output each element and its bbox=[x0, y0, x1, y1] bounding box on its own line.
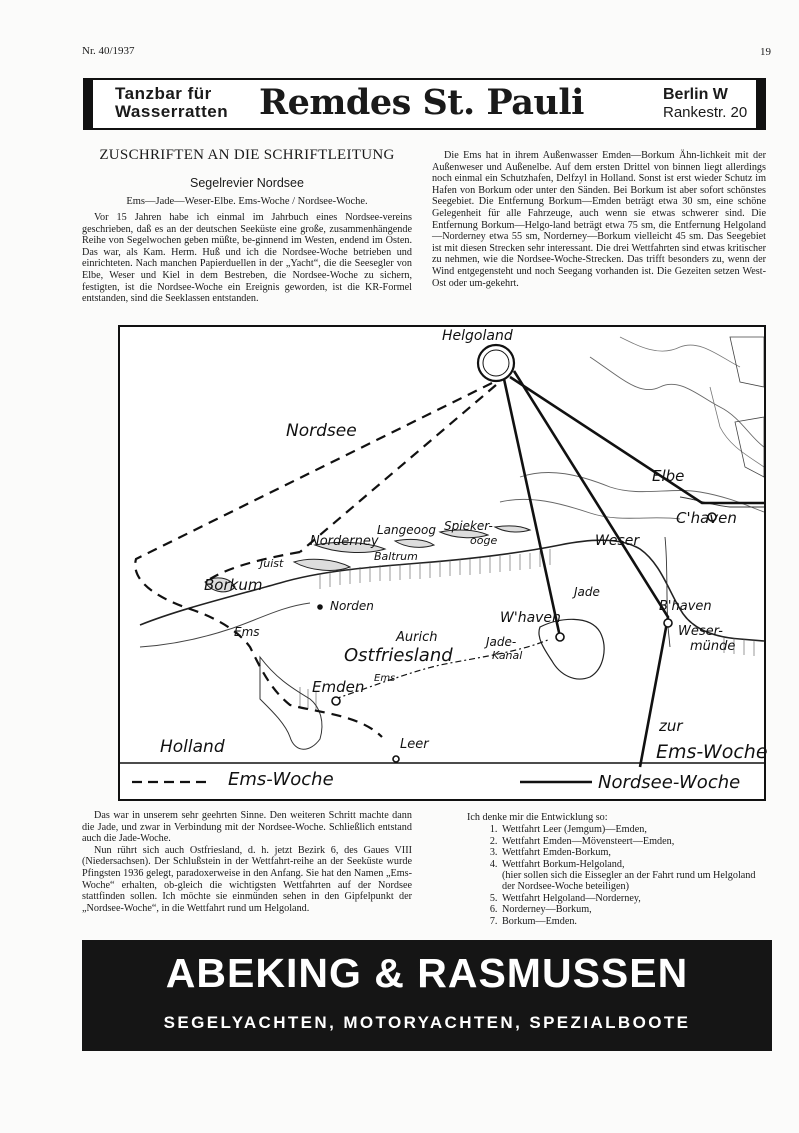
label-ems-river: Ems bbox=[234, 625, 260, 639]
ad-address bbox=[663, 86, 747, 122]
label-whaven: W'haven bbox=[500, 610, 561, 626]
helgoland-inner bbox=[483, 350, 509, 376]
section-title: ZUSCHRIFTEN AN DIE SCHRIFTLEITUNG bbox=[99, 147, 395, 163]
label-elbe: Elbe bbox=[652, 467, 685, 485]
list-intro: Ich denke mir die Entwicklung so: bbox=[467, 812, 608, 823]
ad-slogan bbox=[115, 85, 228, 121]
island-baltrum bbox=[395, 539, 434, 547]
list-item-text: Wettfahrt Borkum-Helgoland, bbox=[502, 858, 625, 870]
bottom-advertisement bbox=[82, 940, 772, 1051]
ad-left-bar bbox=[85, 80, 93, 128]
label-ostfriesland: Ostfriesland bbox=[344, 645, 453, 666]
dollart-bay bbox=[260, 657, 322, 749]
label-jade: Jade bbox=[574, 585, 600, 599]
page-number: 19 bbox=[760, 46, 771, 58]
wilhelmshaven-dot bbox=[556, 633, 564, 641]
article-column-left-bottom bbox=[82, 810, 412, 914]
label-norden: Norden bbox=[330, 599, 374, 613]
top-advertisement bbox=[83, 78, 766, 130]
label-baltrum: Baltrum bbox=[374, 550, 418, 563]
land-block-ne bbox=[730, 337, 764, 387]
ad-company-tagline: SEGELYACHTEN, MOTORYACHTEN, SPEZIALBOOTE bbox=[163, 1013, 691, 1032]
list-item bbox=[500, 859, 767, 893]
label-zur: zur bbox=[659, 717, 683, 735]
coast-top bbox=[620, 337, 740, 367]
label-helgoland: Helgoland bbox=[442, 328, 513, 344]
label-borkum: Borkum bbox=[204, 576, 263, 594]
paragraph-4: Nun rührt sich auch Ostfriesland, d. h. jetzt Bezirk 6, des Gaues VIII (Niedersachsen). Der Schlußstein in der Wettfahrt-reihe an der Seeküste wurde Pfingsten 1936 gelegt, paradoxerweise in den Anfang. Sie hat den Namen „Ems-Woche“ erhalten, ob-gleich die wichtigsten Wettfahrten auf der Nordsee stattfinden sollen. Ich möchte sie einmünden sehen in den Gipfelpunkt der „Nordsee-Woche“, in die Wettfahrt rund um Helgoland. bbox=[82, 844, 412, 914]
ad-slogan-line1: Tanzbar für bbox=[115, 84, 212, 103]
ad-city: Berlin W bbox=[663, 86, 728, 103]
leer-dot bbox=[393, 756, 399, 762]
label-jadekanal-1: Jade- bbox=[486, 635, 517, 649]
label-emden: Emden bbox=[312, 678, 365, 696]
route-helgoland-cuxhaven bbox=[510, 377, 764, 503]
paragraph-3: Das war in unserem sehr geehrten Sinne. Den weiteren Schritt machte dann die Jade, und zwar in Verbindung mit der Nordsee-Woche. Schließlich entstand auch die Jade-Woche. bbox=[82, 810, 412, 845]
ad-street: Rankestr. 20 bbox=[663, 104, 748, 121]
emden-dot bbox=[332, 697, 340, 705]
label-ems-woche-target: Ems-Woche bbox=[656, 741, 768, 763]
island-juist bbox=[294, 559, 350, 570]
ad-company-name: ABEKING & RASMUSSEN bbox=[165, 950, 689, 996]
ad-venue-name: Remdes St. Pauli bbox=[259, 82, 584, 123]
label-wesermuende-2: münde bbox=[690, 639, 736, 654]
jadebusen-bay bbox=[539, 619, 604, 679]
list-item: 6. Norderney—Borkum, bbox=[500, 904, 767, 915]
development-list bbox=[467, 812, 767, 927]
label-wesermuende-1: Weser- bbox=[678, 624, 723, 639]
label-ems-canal: Ems bbox=[374, 673, 396, 684]
label-spiekeroog: Spieker- bbox=[444, 519, 493, 533]
paragraph-2: Die Ems hat in ihrem Außenwasser Emden—Borkum Ähn-lichkeit mit der Außenweser und Außenelbe. Auf dem ersten Drittel von binnen liegt allerdings noch einmal ein Schutzhafen, Delfzyl in Holland. Sonst ist erst wieder Schutz im Hafen von Borkum oder unter den Sänden. Bei Borkum ist aber sofort schönstes Seegebiet. Die Entfernung Borkum—Emden beträgt etwa 30 sm, eine schöne Gelegenheit für alle Fahrzeuge, auch wenn sie etwas schwerer sind. Die Entfernung Borkum—Helgo-land beträgt etwa 75 sm, die Entfernung Helgoland—Norderney etwa 55 sm, Norderney—Borkum vielleicht 45 sm. Das Seegebiet ist mit diesen Strecken sehr interessant. Die drei Wettfahrten sind etwas kritischer zu nehmen, wie die Nordsee-Woche-Strecken. Das trifft besonders zu, wenn der Wind entgegensteht und noch Seegang vorhanden ist. Die Gezeiten setzen West-Ost oder um-gekehrt. bbox=[432, 150, 766, 289]
wadden-shoal-1 bbox=[520, 472, 764, 512]
label-juist: Juist bbox=[260, 557, 284, 570]
sailing-map bbox=[118, 325, 766, 801]
label-langeoog: Langeoog bbox=[377, 523, 436, 537]
norden-dot bbox=[318, 605, 322, 609]
article-title: Segelrevier Nordsee bbox=[190, 176, 304, 190]
label-spiekeroog-2: ooge bbox=[470, 534, 498, 547]
label-bhaven: B'haven bbox=[659, 599, 712, 614]
island-spiekeroog bbox=[495, 526, 530, 532]
list-item: 2. Wettfahrt Emden—Mövensteert—Emden, bbox=[500, 836, 767, 847]
list-item: 3. Wettfahrt Emden-Borkum, bbox=[500, 847, 767, 858]
article-column-left-top bbox=[82, 212, 412, 305]
issue-number: Nr. 40/1937 bbox=[82, 45, 135, 57]
list-item: 5. Wettfahrt Helgoland—Norderney, bbox=[500, 893, 767, 904]
ad-right-bar bbox=[756, 80, 764, 128]
list-item: 7. Borkum—Emden. bbox=[500, 916, 767, 927]
label-leer: Leer bbox=[400, 737, 429, 752]
label-nordsee: Nordsee bbox=[286, 421, 357, 441]
label-norderney: Norderney bbox=[310, 534, 379, 549]
list-item: 1. Wettfahrt Leer (Jemgum)—Emden, bbox=[500, 824, 767, 835]
nordsee-woche-route bbox=[504, 371, 764, 767]
route-norderney-borkum bbox=[210, 552, 300, 579]
label-chaven: C'haven bbox=[676, 509, 737, 527]
list-note: (hier sollen sich die Eissegler an der Fahrt rund um Helgoland der Nordsee-Woche beteiligen) bbox=[502, 870, 756, 893]
coast-top-right-2 bbox=[710, 387, 764, 467]
article-column-right-top bbox=[432, 150, 766, 289]
label-jadekanal-2: Kanal bbox=[492, 649, 523, 662]
legend-nordsee-woche: Nordsee-Woche bbox=[598, 772, 741, 793]
ad-slogan-line2: Wasserratten bbox=[115, 102, 229, 121]
bremerhaven-dot bbox=[664, 619, 672, 627]
label-weser: Weser bbox=[595, 533, 640, 549]
wadden-shoal-2 bbox=[500, 499, 680, 519]
land-block-e bbox=[735, 417, 764, 477]
legend-ems-woche: Ems-Woche bbox=[228, 769, 334, 790]
route-helgoland-wilhelmshaven bbox=[504, 379, 560, 637]
paragraph-1: Vor 15 Jahren habe ich einmal im Jahrbuch eines Nordsee-vereins geschrieben, daß es an der deutschen Seeküste eine große, zusammenhängende Reihe von Segelwochen geben müßte, be-ginnend im Westen, endend im Osten. Das war, als Kam. Herm. Huß und ich die Nordsee-Woche betrieben und einrichteten. Nach manchen Papierduellen in der „Yacht“, die die Seesegler von Elbe, Weser und Kiel in dem Bestreben, die Nordsee-Woche zu sichern, festigten, ist die Nordsee-Woche ein Ereignis geworden, ist die KR-Formel entstanden, sind die Seeklassen entstanden. bbox=[82, 212, 412, 305]
label-holland: Holland bbox=[160, 737, 225, 757]
label-aurich: Aurich bbox=[396, 630, 438, 645]
article-route-line: Ems—Jade—Weser-Elbe. Ems-Woche / Nordsee-Woche. bbox=[126, 196, 368, 207]
